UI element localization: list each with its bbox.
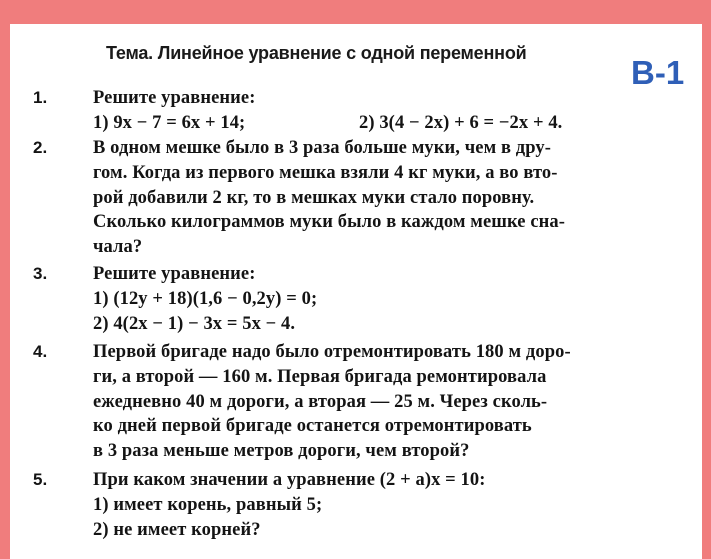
task-text: Сколько килограммов муки было в каждом мешке сна- — [93, 212, 566, 233]
task-text: в 3 раза меньше метров дороги, чем второй? — [93, 441, 470, 462]
task-text: чала? — [93, 237, 143, 258]
task-text: рой добавили 2 кг, то в мешках муки стало поровну. — [93, 187, 535, 208]
variant-badge: В-1 — [631, 54, 685, 91]
task-number: 5. — [33, 470, 48, 489]
task-text: Решите уравнение: — [93, 264, 256, 284]
task-text: ги, а второй — 160 м. Первая бригада ремонтировала — [93, 366, 547, 387]
task-text: ко дней первой бригаде останется отремонтировать — [93, 416, 532, 437]
task-text: В одном мешке было в 3 раза больше муки, чем в дру- — [93, 138, 552, 158]
task-body — [93, 340, 688, 464]
task-text: ежедневно 40 м дороги, а вторая — 25 м. Через сколь- — [93, 391, 548, 412]
task-text: При каком значении a уравнение (2 + a)x = 10: — [93, 470, 486, 490]
page-title: Тема. Линейное уравнение с одной переменной — [106, 43, 527, 63]
task-body — [93, 86, 688, 136]
left-border — [0, 0, 10, 559]
task-item: 1) 9x − 7 = 6x + 14; — [93, 112, 246, 133]
task-number: 3. — [33, 264, 48, 283]
task-text: Первой бригаде надо было отремонтировать 180 м доро- — [93, 342, 571, 362]
task-body — [93, 136, 688, 260]
task-body — [93, 468, 688, 542]
task-text: Решите уравнение: — [93, 88, 256, 108]
task-item: 1) имеет корень, равный 5; — [93, 494, 323, 515]
task-number: 2. — [33, 138, 48, 157]
task-number: 1. — [33, 88, 48, 107]
task-item: 2) 3(4 − 2x) + 6 = −2x + 4. — [359, 112, 563, 133]
task-item: 2) 4(2x − 1) − 3x = 5x − 4. — [93, 313, 296, 334]
task-item: 2) не имеет корней? — [93, 519, 261, 540]
task-items — [93, 111, 688, 136]
top-border — [0, 0, 711, 24]
task-item: 1) (12y + 18)(1,6 − 0,2y) = 0; — [93, 288, 318, 309]
task-body — [93, 262, 688, 336]
right-border — [702, 0, 711, 559]
task-text: гом. Когда из первого мешка взяли 4 кг муки, а во вто- — [93, 162, 558, 183]
task-number: 4. — [33, 342, 48, 361]
